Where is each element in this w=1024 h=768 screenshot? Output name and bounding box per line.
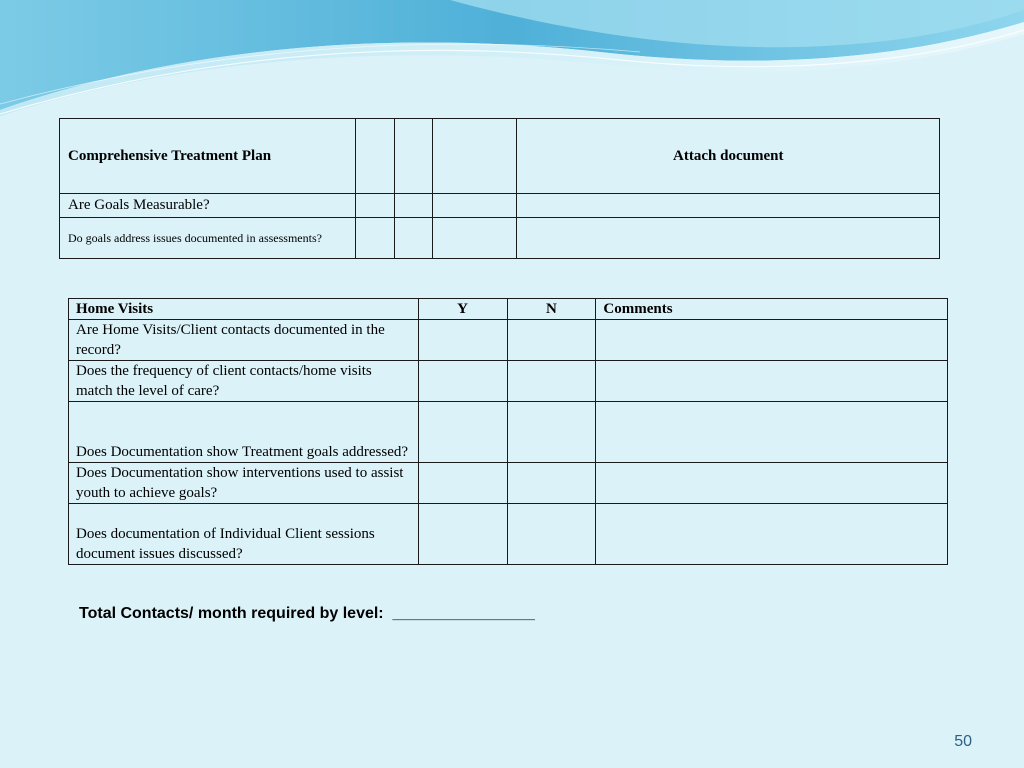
no-column-header: N: [507, 299, 596, 320]
attach-cell[interactable]: [517, 194, 940, 218]
comments-cell[interactable]: [596, 504, 948, 565]
question-cell: Does Documentation show interventions used to assist youth to achieve goals?: [69, 463, 419, 504]
attach-cell[interactable]: [517, 218, 940, 259]
treatment-plan-table: [59, 118, 940, 259]
yes-cell[interactable]: [418, 402, 507, 463]
comments-cell[interactable]: [596, 402, 948, 463]
table-row: [60, 218, 940, 259]
table-row: [69, 361, 948, 402]
table-row: [69, 402, 948, 463]
page-number: 50: [954, 733, 972, 750]
no-cell[interactable]: [507, 402, 596, 463]
comments-cell[interactable]: [596, 361, 948, 402]
checkbox-cell[interactable]: [432, 218, 517, 259]
yes-column-header: Y: [418, 299, 507, 320]
table-header-row: [60, 119, 940, 194]
no-cell[interactable]: [507, 463, 596, 504]
question-cell: Does documentation of Individual Client sessions document issues discussed?: [69, 504, 419, 565]
checkbox-cell[interactable]: [355, 119, 394, 194]
yes-cell[interactable]: [418, 320, 507, 361]
checkbox-cell[interactable]: [432, 119, 517, 194]
table-row: [69, 320, 948, 361]
goals-measurable-label: Are Goals Measurable?: [60, 194, 356, 218]
checkbox-cell[interactable]: [394, 218, 432, 259]
goals-address-issues-label: Do goals address issues documented in assessments?: [60, 218, 356, 259]
no-cell[interactable]: [507, 504, 596, 565]
checkbox-cell[interactable]: [355, 194, 394, 218]
home-visits-table: [68, 298, 948, 565]
home-visits-header: Home Visits: [69, 299, 419, 320]
yes-cell[interactable]: [418, 361, 507, 402]
no-cell[interactable]: [507, 361, 596, 402]
question-cell: Are Home Visits/Client contacts documented in the record?: [69, 320, 419, 361]
total-contacts-line: Total Contacts/ month required by level: ________________: [79, 605, 535, 622]
attach-document-header: Attach document: [517, 119, 940, 194]
header-wave-decoration: [0, 0, 1024, 120]
comments-column-header: Comments: [596, 299, 948, 320]
checkbox-cell[interactable]: [355, 218, 394, 259]
treatment-plan-header: Comprehensive Treatment Plan: [60, 119, 356, 194]
checkbox-cell[interactable]: [432, 194, 517, 218]
question-cell: Does the frequency of client contacts/home visits match the level of care?: [69, 361, 419, 402]
checkbox-cell[interactable]: [394, 194, 432, 218]
table-row: [69, 463, 948, 504]
question-cell: Does Documentation show Treatment goals addressed?: [69, 402, 419, 463]
table-header-row: [69, 299, 948, 320]
yes-cell[interactable]: [418, 504, 507, 565]
comments-cell[interactable]: [596, 463, 948, 504]
table-row: [60, 194, 940, 218]
comments-cell[interactable]: [596, 320, 948, 361]
checkbox-cell[interactable]: [394, 119, 432, 194]
no-cell[interactable]: [507, 320, 596, 361]
table-row: [69, 504, 948, 565]
yes-cell[interactable]: [418, 463, 507, 504]
